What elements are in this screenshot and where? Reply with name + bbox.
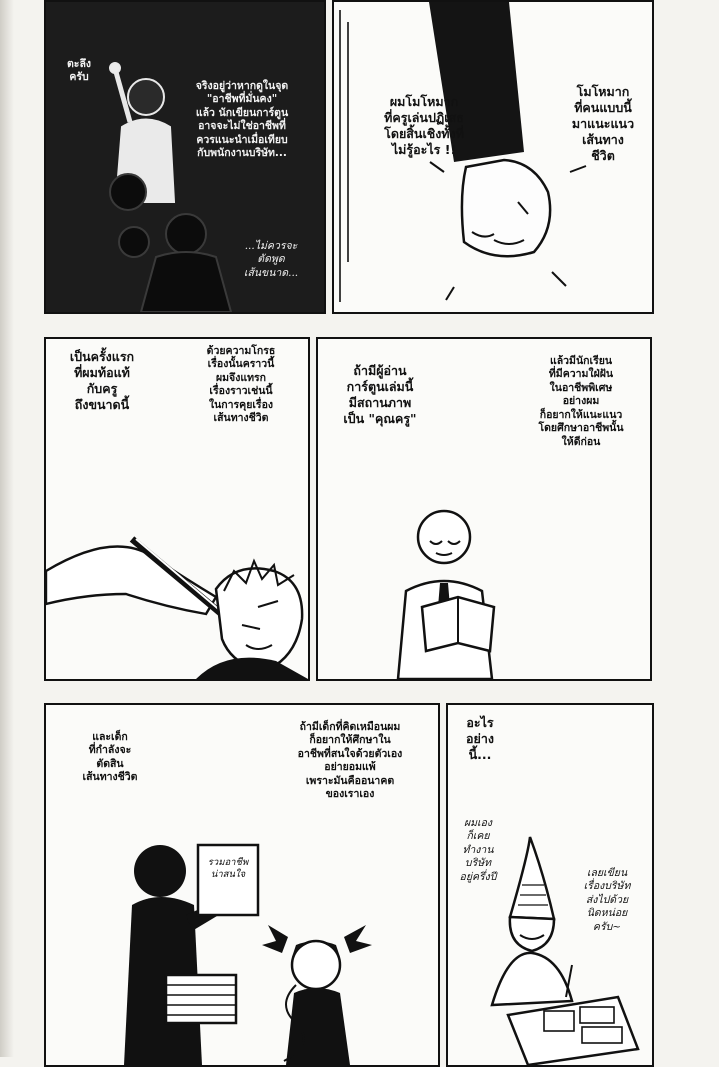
author-body bbox=[492, 953, 572, 1005]
author-face bbox=[510, 917, 554, 951]
text-right: ด้วยความโกรธ เรื่องนั้นคราวนี้ ผมจึงแทรก เรื่องราวเช่นนี้ ในการคุยเรื่อง เส้นทางชีวิต bbox=[206, 345, 276, 425]
student-head-3 bbox=[166, 214, 206, 254]
student-head-1 bbox=[110, 174, 146, 210]
hand-text-left: ผมเอง ก็เคย ทำงาน บริษัท อยู่ครึ่งปี bbox=[459, 817, 497, 883]
page-binding-edge bbox=[0, 0, 14, 1057]
clenched-fist bbox=[462, 160, 550, 256]
speech-right: โมโหมาก ที่คนแบบนี้ มาแนะแนว เส้นทาง ชีวิต bbox=[571, 84, 635, 163]
panel-5 bbox=[44, 703, 440, 1067]
boy-head bbox=[134, 845, 186, 897]
student-body bbox=[141, 252, 231, 312]
mangaka-head bbox=[216, 568, 302, 671]
speech-top: อะไร อย่าง นี้... bbox=[466, 715, 494, 762]
book-stack bbox=[166, 975, 236, 1023]
hand-with-pen bbox=[46, 547, 216, 615]
text-left: ถ้ามีผู้อ่าน การ์ตูนเล่มนี้ มีสถานภาพ เป็น "คุณครู" bbox=[343, 363, 417, 426]
text-right: ถ้ามีเด็กที่คิดเหมือนผม ก็อยากให้ศึกษาใน อาชีพที่สนใจด้วยตัวเอง อย่ายอมแพ้ เพราะมันคืออนาคต ของเราเอง bbox=[297, 721, 403, 801]
shout-text: ตะลึง ครับ bbox=[66, 58, 92, 84]
text-right: แล้วมีนักเรียน ที่มีความใฝ่ฝัน ในอาชีพพิเศษ อย่างผม ก็อยากให้แนะแนว โดยศึกษาอาชีพนั้น ให้ดีก่อน bbox=[538, 355, 624, 448]
panel-2 bbox=[332, 0, 654, 314]
girl-pigtail-right bbox=[344, 925, 372, 953]
hand-text-right: เลยเขียน เรื่องบริษัท ส่งไปด้วย นิดหน่อย ครับ~ bbox=[583, 867, 631, 933]
panel-6 bbox=[446, 703, 654, 1067]
panel-4 bbox=[316, 337, 652, 681]
author-pointed-hat bbox=[510, 837, 554, 919]
aside-text: ...ไม่ควรจะ ตัดพูด เส้นขนาด... bbox=[243, 240, 299, 279]
speech-center: ผมโมโหมาก ที่ครูเล่นปฏิเสธ โดยสิ้นเชิงทั้งที่ ไม่รู้อะไร !! bbox=[384, 94, 464, 157]
career-book-title: รวมอาชีพ น่าสนใจ bbox=[207, 857, 249, 881]
text-left: เป็นครั้งแรก ที่ผมท้อแท้ กับครู ถึงขนาดนี้ bbox=[69, 349, 135, 412]
panel-1 bbox=[44, 0, 326, 314]
panel-3 bbox=[44, 337, 310, 681]
text-left: และเด็ก ที่กำลังจะ ตัดสิน เส้นทางชีวิต bbox=[82, 731, 138, 784]
girl-pigtail-left bbox=[262, 925, 288, 953]
student-head-2 bbox=[119, 227, 149, 257]
mangaka-shoulder bbox=[196, 658, 308, 679]
narration-text: จริงอยู่ว่าหากดูในจุด "อาชีพที่มั่นคง" แล้ว นักเขียนการ์ตูน อาจจะไม่ใช่อาชีพที่ ควรแนะนำเมื่อเทียบ กับพนักงานบริษัท... bbox=[195, 80, 289, 160]
